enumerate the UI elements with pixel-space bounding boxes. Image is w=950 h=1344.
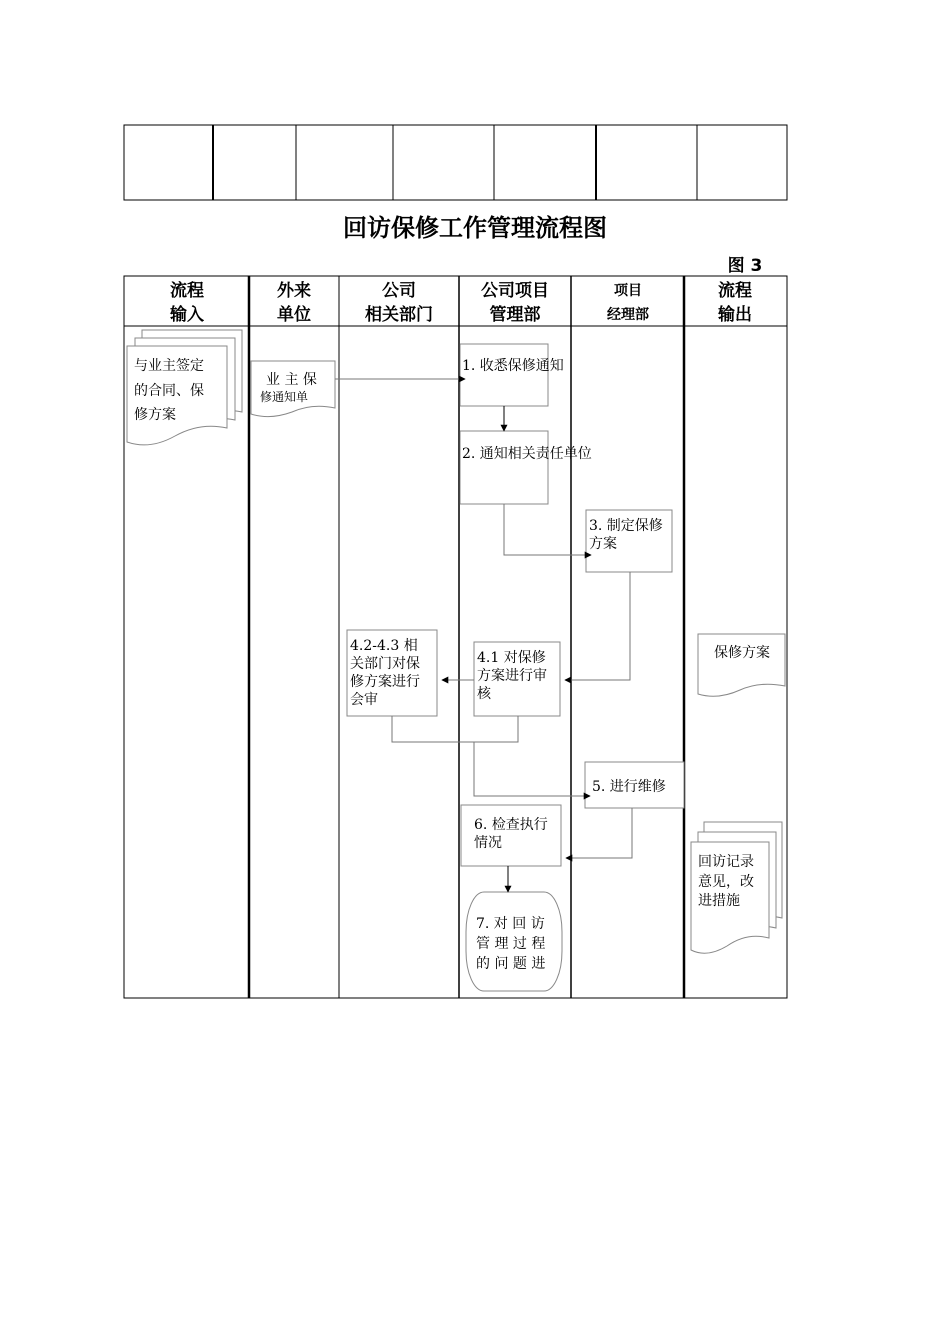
step-2-text <box>462 445 592 462</box>
step-3-line2: 方案 <box>589 536 617 552</box>
step-2-text-content: 2. 通知相关责任单位 <box>462 446 592 462</box>
step-41-line2: 方案进行审 <box>477 668 547 684</box>
record-output-line1: 回访记录 <box>698 854 754 870</box>
figure-label: 图 3 <box>727 256 763 276</box>
step-1-text: 1. 收悉保修通知 <box>462 358 564 374</box>
step-7-line1: 7. 对 回 访 <box>476 916 545 932</box>
lane-header-external-l2: 单位 <box>277 305 311 325</box>
lane-header-departments-l1: 公司 <box>382 281 416 301</box>
page-title: 回访保修工作管理流程图 <box>343 214 607 242</box>
step-42-line3: 修方案进行 <box>350 674 420 690</box>
step-7-line2: 管 理 过 程 <box>476 936 546 952</box>
owner-notice-document <box>251 361 335 417</box>
step-7-line3: 的 问 题 进 <box>476 956 546 972</box>
step-6-line2: 情况 <box>474 835 502 851</box>
lane-headers <box>169 280 752 325</box>
plan-output-text: 保修方案 <box>714 645 770 661</box>
step-1-box <box>460 344 548 406</box>
top-empty-table <box>124 125 787 200</box>
arrow-step5-to-step6 <box>566 808 632 858</box>
plan-output-document <box>698 634 785 696</box>
lane-header-external-l1: 外来 <box>277 281 311 301</box>
lane-header-project-mgmt-l1: 公司项目 <box>481 281 549 301</box>
lane-header-output-l1: 流程 <box>718 281 752 301</box>
owner-notice-line1: 业 主 保 <box>266 372 317 388</box>
contract-doc-line3: 修方案 <box>134 407 176 423</box>
step-6-line1: 6. 检查执行 <box>474 817 548 833</box>
lane-header-pm-dept-l1: 项目 <box>614 283 642 299</box>
lane-header-departments-l2: 相关部门 <box>365 305 433 325</box>
arrow-step3-to-step41 <box>565 572 630 680</box>
lane-header-project-mgmt-l2: 管理部 <box>489 305 541 325</box>
step-3-line1: 3. 制定保修 <box>589 518 663 534</box>
step-5-text: 5. 进行维修 <box>592 779 666 795</box>
contract-doc-line1: 与业主签定 <box>134 358 204 374</box>
lane-header-pm-dept-l2: 经理部 <box>607 307 649 323</box>
step-41-line3: 核 <box>477 686 491 702</box>
lane-header-output-l2: 输出 <box>718 305 752 325</box>
step-42-line1: 4.2-4.3 相 <box>350 638 418 654</box>
record-output-line3: 进措施 <box>698 893 740 909</box>
step-42-line2: 关部门对保 <box>350 656 420 672</box>
step-2-box <box>460 431 548 504</box>
step-42-line4: 会审 <box>350 692 378 708</box>
arrow-step2-to-step3 <box>504 504 591 555</box>
lane-header-input-l1: 流程 <box>170 281 204 301</box>
lane-header-input-l2: 输入 <box>170 305 204 325</box>
owner-notice-line2: 修通知单 <box>260 390 309 404</box>
step-41-line1: 4.1 对保修 <box>477 650 546 666</box>
connector-step42-merge <box>392 716 518 742</box>
arrow-review-to-step5 <box>474 742 590 796</box>
contract-doc-line2: 的合同、保 <box>134 383 204 399</box>
record-output-line2: 意见，改 <box>698 874 754 890</box>
